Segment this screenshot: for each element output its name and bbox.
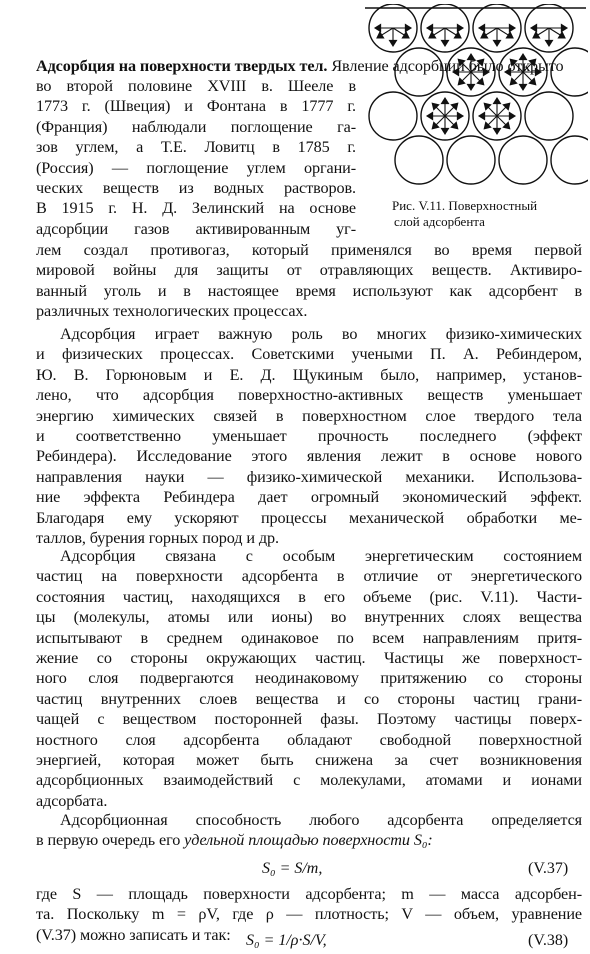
body-line: адсорбционных взаимодействий с молекулами, атомами и ионами xyxy=(36,771,582,790)
body-line: лем создал противогаз, который применялся во время первой xyxy=(36,241,582,259)
surface-layer-figure xyxy=(363,4,588,194)
formula-expression: S₀ = S/m, xyxy=(262,860,323,877)
paragraph-specific-area xyxy=(36,810,582,851)
body-line: та. Поскольку m = ρV, где ρ — плотность; V — объем, уравнение xyxy=(36,905,582,924)
intro-line: ческих веществ из водных растворов. xyxy=(36,178,356,197)
particle-circle xyxy=(525,92,573,140)
particle-circle xyxy=(499,136,547,184)
arrow-head xyxy=(494,40,501,46)
body-line: (V.37) можно записать и так: xyxy=(36,925,231,944)
particle-circle xyxy=(395,136,443,184)
arrow-head xyxy=(442,98,449,104)
intro-line: зов углем, а Т.Е. Ловитц в 1785 г. xyxy=(36,138,356,157)
body-line: Адсорбционная способность любого адсорбента определяется xyxy=(60,811,582,829)
body-line: таллов, бурения горных пород и др. xyxy=(36,528,279,547)
arrow-head xyxy=(479,113,485,120)
heading-line xyxy=(36,56,564,76)
arrow-head xyxy=(442,40,449,46)
formula-number-v37: (V.37) xyxy=(528,860,569,877)
arrow-head xyxy=(390,40,397,46)
formula-expression: S₀ = 1/ρ·S/V, xyxy=(246,932,327,949)
body-line: испытывают в среднем одинаковое по всем направлениям притя- xyxy=(36,628,582,647)
section-continuation xyxy=(36,240,582,322)
body-line: Благодаря ему ускоряют процессы механической обработки ме- xyxy=(36,508,582,527)
arrow-head xyxy=(457,25,463,32)
arrow-head xyxy=(405,25,411,32)
formula-v37 xyxy=(262,860,322,878)
intro-line: адсорбции газов активированным уг- xyxy=(36,219,356,238)
body-line: жение со стороны окружающих частиц. Частицы же поверхност- xyxy=(36,648,582,667)
body-line: цы (молекулы, атомы или ионы) во внутренних слоях вещества xyxy=(36,608,582,627)
arrow-head xyxy=(561,25,567,32)
section-intro xyxy=(36,56,564,76)
formula-v38 xyxy=(246,932,327,950)
body-line xyxy=(36,830,582,850)
body-line: лено, что адсорбция поверхностно-активных веществ уменьшает xyxy=(36,386,582,405)
body-line: и физических процессах. Советскими учеными П. А. Ребиндером, xyxy=(36,345,582,364)
body-line: различных технологических процессах. xyxy=(36,302,308,321)
term-specific-area: удельной площадью поверхности S₀: xyxy=(184,831,433,850)
arrow-head xyxy=(468,84,475,90)
body-line: адсорбата. xyxy=(36,791,108,810)
section-intro-lines xyxy=(36,76,356,239)
body-line: Адсорбция играет важную роль во многих физико-химических xyxy=(60,325,582,343)
arrow-head xyxy=(520,84,527,90)
arrow-head xyxy=(479,25,485,32)
body-line: частиц внутренних слоев вещества и со стороны частиц грани- xyxy=(36,689,582,708)
arrow-head xyxy=(531,25,537,32)
section-heading: Адсорбция на поверхности твердых тел. xyxy=(36,57,328,75)
body-line: Адсорбция связана с особым энергетическим состоянием xyxy=(60,547,582,565)
paragraph-rebinder xyxy=(36,324,582,548)
intro-line: (Россия) — поглощение углем органи- xyxy=(36,158,356,177)
body-line: состояния частиц, находящихся в его объеме (рис. V.11). Части- xyxy=(36,587,582,606)
arrow-head xyxy=(457,113,463,120)
arrow-head xyxy=(427,113,433,120)
attraction-arrows xyxy=(375,25,567,135)
particle-circle xyxy=(551,136,588,184)
body-line: мировой войны для защиты от отравляющих веществ. Активиро- xyxy=(36,261,582,280)
body-line: ванный уголь и в настоящее время используют как адсорбент в xyxy=(36,281,582,300)
particle-circles xyxy=(369,4,588,184)
body-line: Ребиндера). Исследование этого явления лежит в основе нового xyxy=(36,447,582,466)
body-line: чащей с веществом посторонней фазы. Поэтому частицы поверх- xyxy=(36,710,582,729)
paragraph-energy xyxy=(36,546,582,811)
arrow-head xyxy=(509,25,515,32)
particle-circle xyxy=(447,136,495,184)
intro-line: во второй половине XVIII в. Шееле в xyxy=(36,77,356,95)
arrow-head xyxy=(509,113,515,120)
body-line: Ю. В. Горюновым и Е. Д. Щукиным было, например, установ- xyxy=(36,365,582,384)
body-line: энергию химических связей в поверхностном слое твердого тела xyxy=(36,406,582,425)
body-line: частиц на поверхности адсорбента в отличие от энергетического xyxy=(36,567,582,586)
formula-number-v38: (V.38) xyxy=(528,932,569,949)
body-line: ностного слоя адсорбента обладают свободной поверхностной xyxy=(36,730,582,749)
body-line: направления науки — физико-химической механики. Использова- xyxy=(36,467,582,486)
body-line: энергией, которая может быть снижена за счет возникновения xyxy=(36,750,582,769)
caption-line-1: Рис. V.11. Поверхностный xyxy=(392,198,538,213)
body-line: где S — площадь поверхности адсорбента; m — масса адсорбен- xyxy=(36,885,582,903)
arrow-head xyxy=(427,25,433,32)
figure-caption xyxy=(392,198,584,230)
arrow-head xyxy=(375,25,381,32)
arrow-head xyxy=(546,40,553,46)
intro-line: 1773 г. (Швеция) и Фонтана в 1777 г. xyxy=(36,97,356,116)
intro-line: В 1915 г. Н. Д. Зелинский на основе xyxy=(36,199,356,218)
arrow-head xyxy=(442,128,449,134)
caption-line-2: слой адсорбента xyxy=(394,214,485,229)
arrow-head xyxy=(494,98,501,104)
body-line: и соответственно уменьшает прочность последнего (эффект xyxy=(36,426,582,445)
heading-line-rest: Явление адсорбции было открыто xyxy=(331,57,564,75)
particle-circle xyxy=(369,92,417,140)
body-line: ние эффекта Ребиндера дает огромный экономический эффект. xyxy=(36,488,582,507)
body-line-start: в первую очередь его xyxy=(36,831,181,850)
intro-line: (Франция) наблюдали поглощение га- xyxy=(36,117,356,136)
arrow-head xyxy=(494,128,501,134)
body-line: ного слоя подвергаются неодинаковому притяжению со стороны xyxy=(36,669,582,688)
